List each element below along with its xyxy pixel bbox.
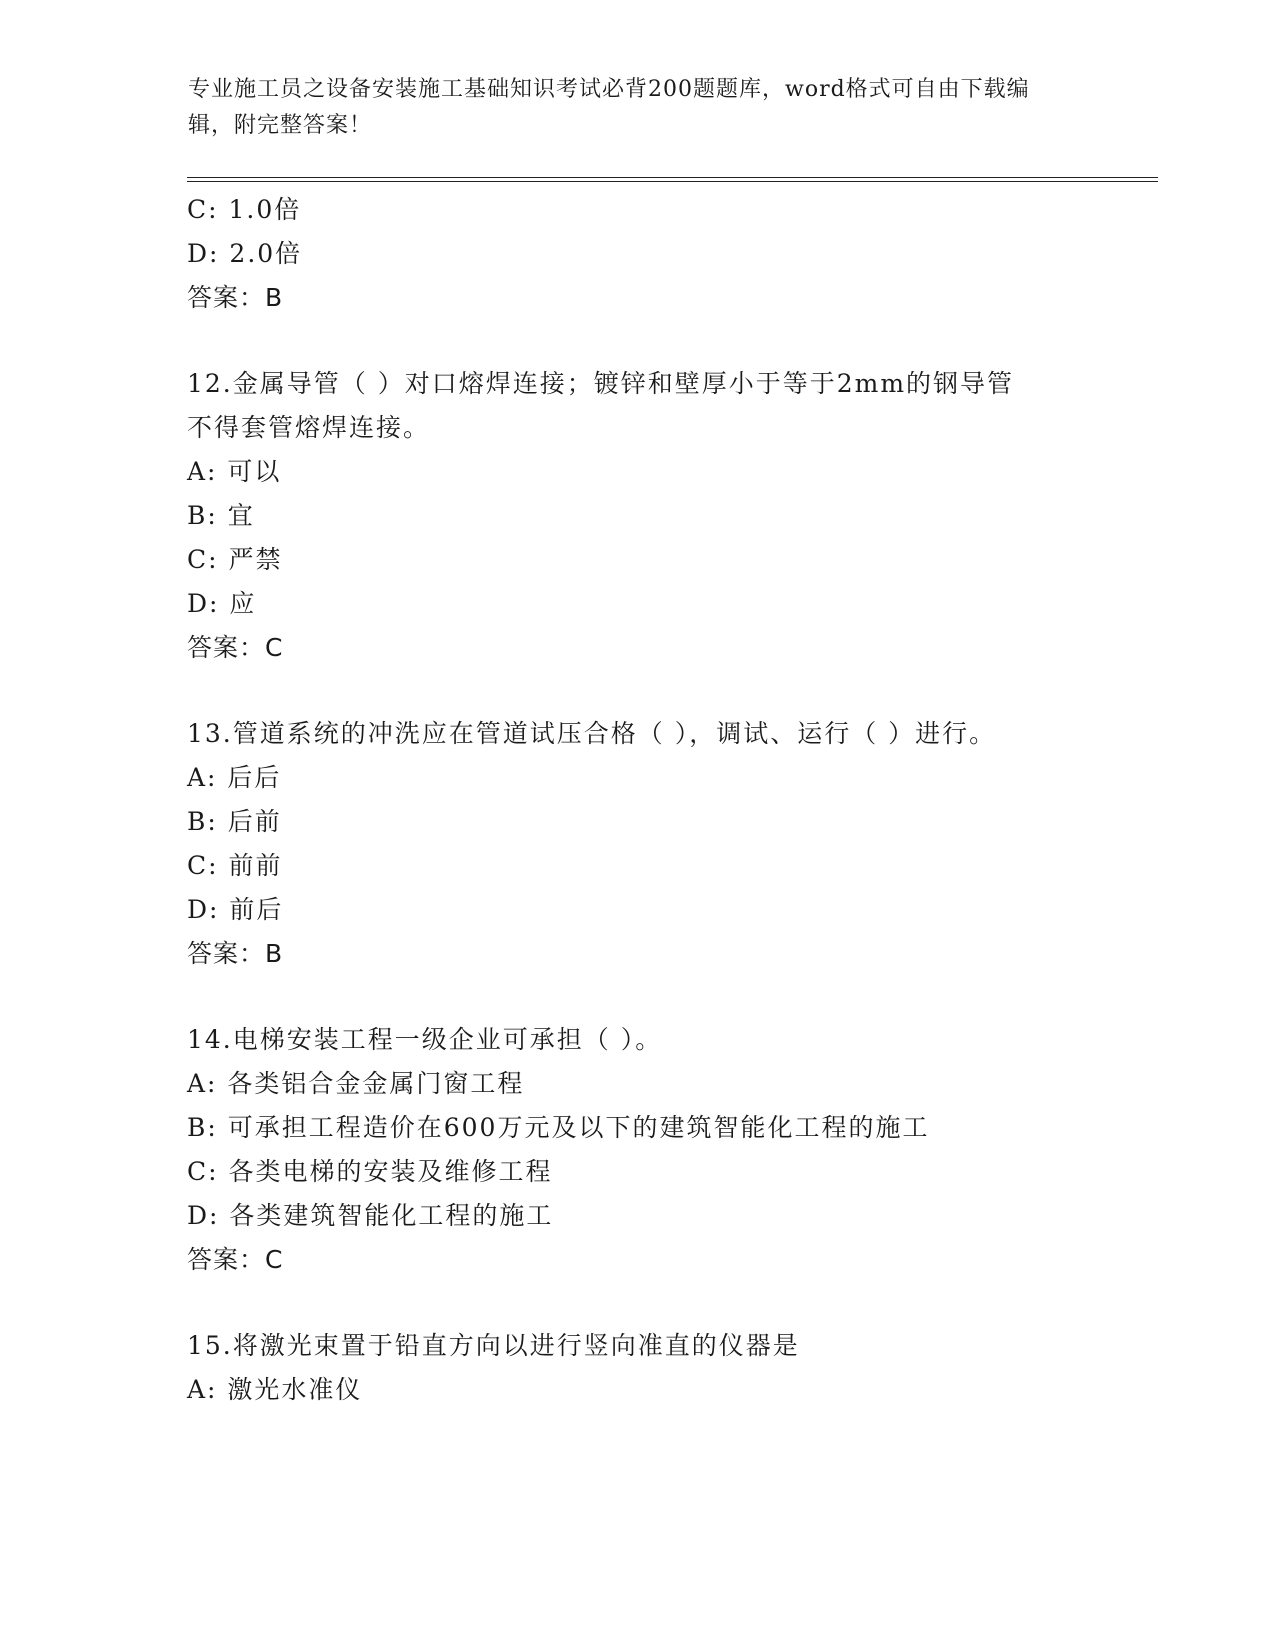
- option-d-q11: D: 2.0倍: [187, 239, 303, 268]
- option-c-q11: C: 1.0倍: [187, 195, 302, 224]
- answer-q13: 答案：B: [187, 939, 284, 968]
- option-c-q13: C: 前前: [187, 851, 283, 880]
- header-divider-bottom: [187, 181, 1158, 182]
- option-d-q13: D: 前后: [187, 895, 284, 924]
- question-14: 14.电梯安装工程一级企业可承担（ ）。: [187, 1025, 663, 1054]
- answer-q14: 答案：C: [187, 1245, 284, 1274]
- option-a-q12: A: 可以: [187, 457, 282, 486]
- option-a-q14: A: 各类铝合金金属门窗工程: [187, 1069, 525, 1098]
- question-15: 15.将激光束置于铅直方向以进行竖向准直的仪器是: [187, 1331, 800, 1360]
- document-header: 专业施工员之设备安装施工基础知识考试必背200题题库，word格式可自由下载编辑，附完整答案！: [188, 77, 1030, 138]
- option-d-q14: D: 各类建筑智能化工程的施工: [187, 1201, 554, 1230]
- option-d-q12: D: 应: [187, 589, 257, 618]
- option-b-q12: B: 宜: [187, 501, 255, 530]
- answer-q11: 答案：B: [187, 283, 284, 312]
- option-c-q14: C: 各类电梯的安装及维修工程: [187, 1157, 553, 1186]
- question-13: 13.管道系统的冲洗应在管道试压合格（ ），调试、运行（ ）进行。: [187, 719, 997, 748]
- option-b-q13: B: 后前: [187, 807, 282, 836]
- option-c-q12: C: 严禁: [187, 545, 283, 574]
- answer-q12: 答案：C: [187, 633, 284, 662]
- question-12-line-1: 12.金属导管（ ）对口熔焊连接；镀锌和壁厚小于等于2mm的钢导管: [187, 369, 1015, 398]
- question-12-line-2: 不得套管熔焊连接。: [187, 413, 431, 442]
- option-b-q14: B: 可承担工程造价在600万元及以下的建筑智能化工程的施工: [187, 1113, 930, 1142]
- option-a-q15: A: 激光水准仪: [187, 1375, 363, 1404]
- option-a-q13: A: 后后: [187, 763, 282, 792]
- header-divider-top: [187, 177, 1158, 178]
